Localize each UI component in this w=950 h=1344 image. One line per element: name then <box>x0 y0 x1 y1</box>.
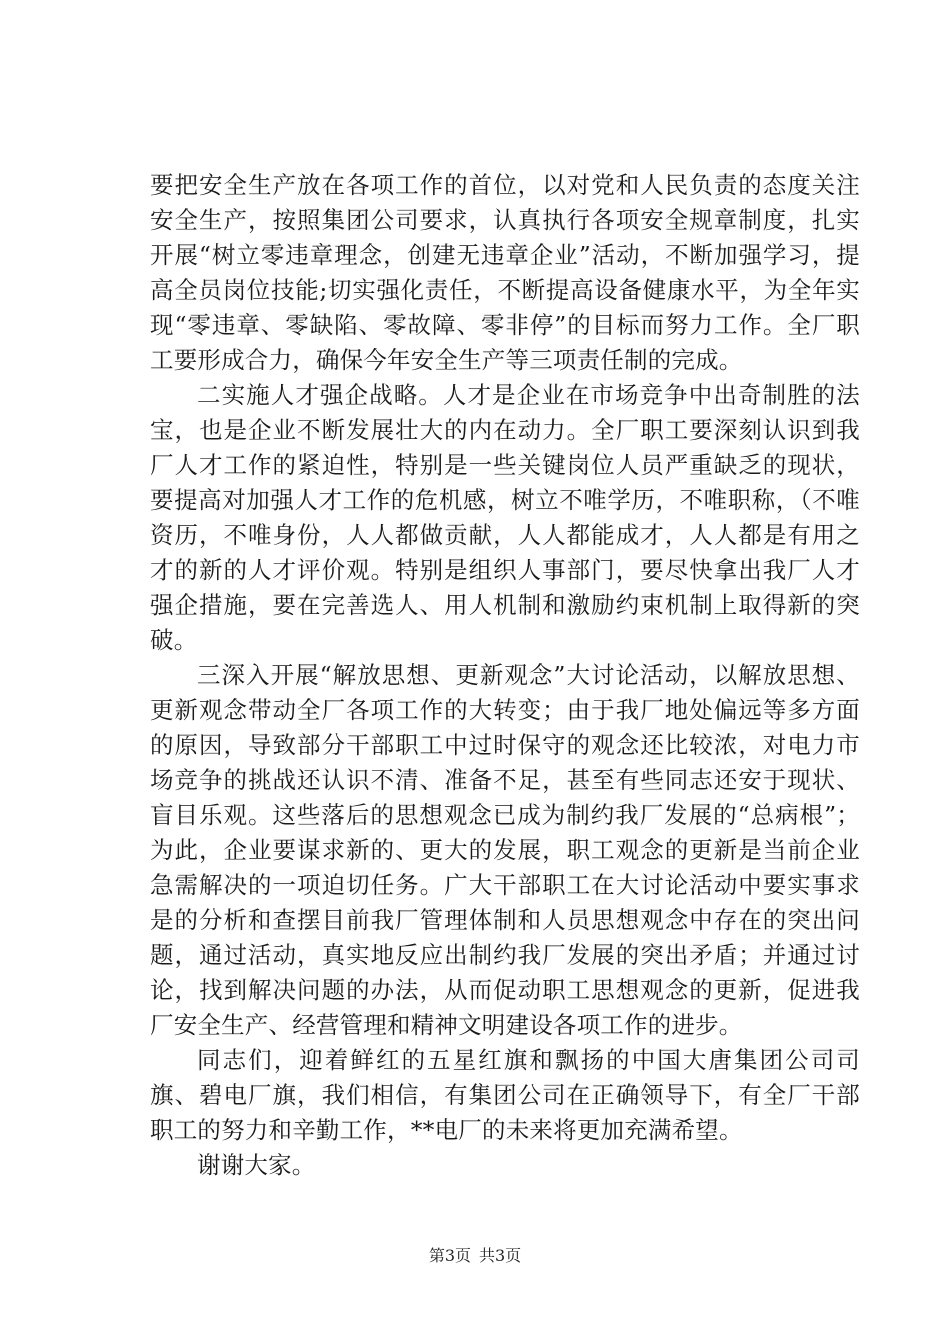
paragraph-closing: 同志们，迎着鲜红的五星红旗和飘扬的中国大唐集团公司司旗、碧电厂旗，我们相信，有集团公司在正确领导下，有全厂干部职工的努力和辛勤工作，**电厂的未来将更加充满希望。 <box>150 1046 860 1144</box>
document-body <box>150 168 860 1183</box>
page-number: 第3页 <box>428 1246 471 1265</box>
page-footer <box>0 1246 950 1266</box>
paragraph-safety: 要把安全生产放在各项工作的首位，以对党和人民负责的态度关注安全生产，按照集团公司要求，认真执行各项安全规章制度，扎实开展“树立零违章理念，创建无违章企业”活动，不断加强学习，提高全员岗位技能;切实强化责任，不断提高设备健康水平，为全年实现“零违章、零缺陷、零故障、零非停”的目标而努力工作。全厂职工要形成合力，确保今年安全生产等三项责任制的完成。 <box>150 171 860 374</box>
paragraph-thanks: 谢谢大家。 <box>197 1151 316 1179</box>
page-total: 共3页 <box>479 1246 522 1265</box>
paragraph-talent-strategy: 二实施人才强企战略。人才是企业在市场竞争中出奇制胜的法宝，也是企业不断发展壮大的内在动力。全厂职工要深刻认识到我厂人才工作的紧迫性，特别是一些关键岗位人员严重缺乏的现状，要提高对加强人才工作的危机感，树立不唯学历，不唯职称，（不唯资历，不唯身份，人人都做贡献，人人都能成才，人人都是有用之才的新的人才评价观。特别是组织人事部门，要尽快拿出我厂人才强企措施，要在完善选人、用人机制和激励约束机制上取得新的突破。 <box>150 381 860 654</box>
paragraph-discussion-activity: 三深入开展“解放思想、更新观念”大讨论活动，以解放思想、更新观念带动全厂各项工作的大转变；由于我厂地处偏远等多方面的原因，导致部分干部职工中过时保守的观念还比较浓，对电力市场竞争的挑战还认识不清、准备不足，甚至有些同志还安于现状、盲目乐观。这些落后的思想观念已成为制约我厂发展的“总病根”；为此，企业要谋求新的、更大的发展，职工观念的更新是当前企业急需解决的一项迫切任务。广大干部职工在大讨论活动中要实事求是的分析和查摆目前我厂管理体制和人员思想观念中存在的突出问题，通过活动，真实地反应出制约我厂发展的突出矛盾；并通过讨论，找到解决问题的办法，从而促动职工思想观念的更新，促进我厂安全生产、经营管理和精神文明建设各项工作的进步。 <box>150 661 860 1039</box>
